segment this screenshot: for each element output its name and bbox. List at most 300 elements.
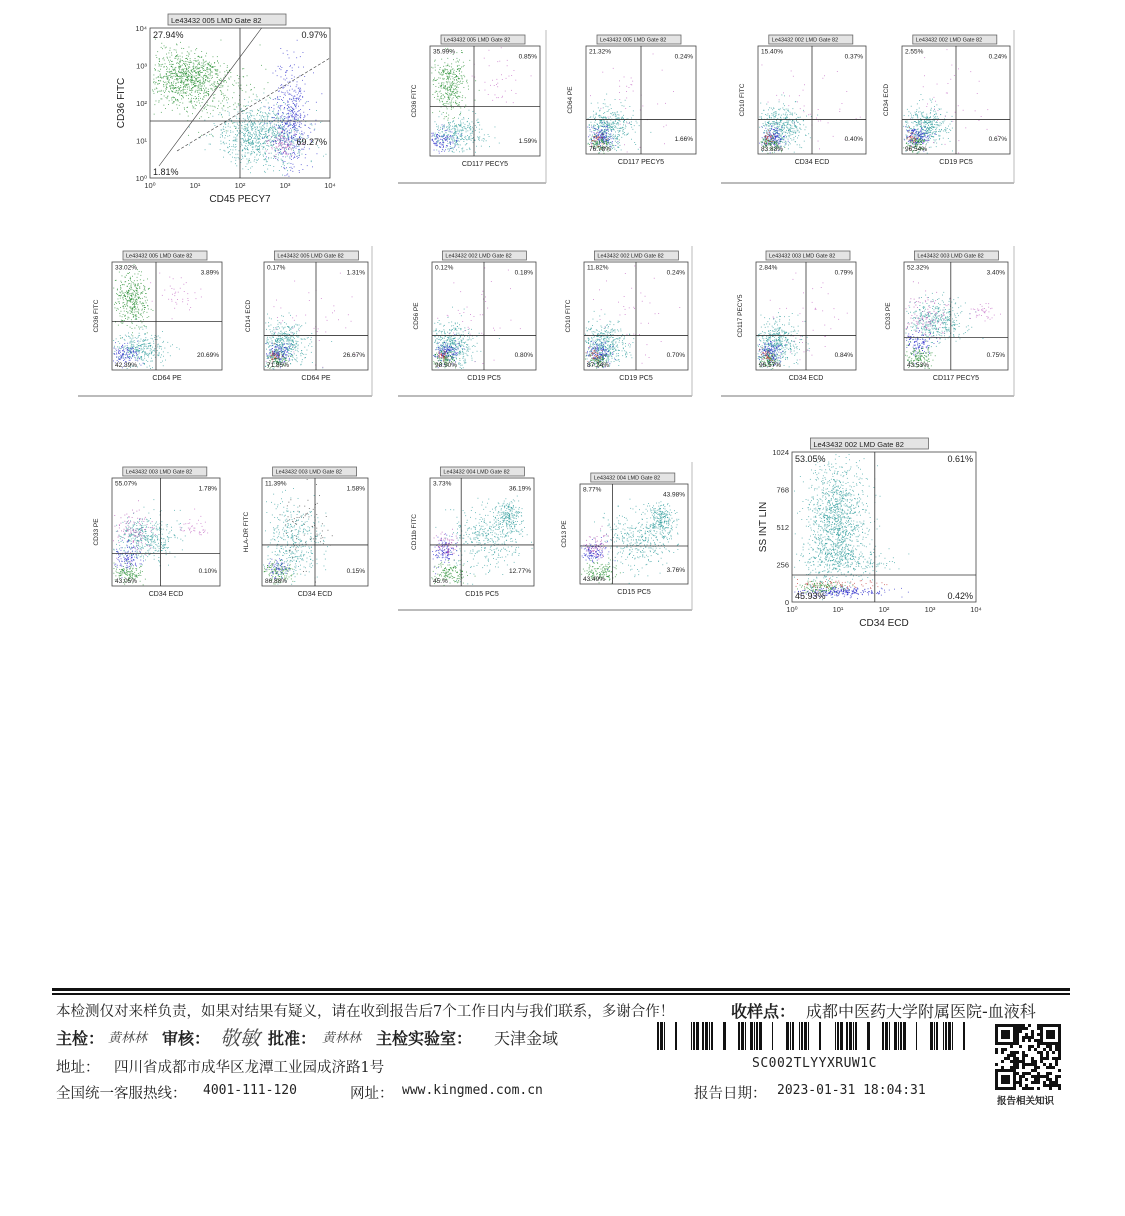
event-dot xyxy=(282,118,283,119)
event-dot xyxy=(278,128,279,129)
event-dot xyxy=(198,94,199,95)
event-dot xyxy=(287,136,288,137)
event-dot xyxy=(205,149,206,150)
event-dot xyxy=(176,76,177,77)
event-dot xyxy=(285,154,286,155)
event-dot xyxy=(816,118,817,119)
event-dot xyxy=(227,65,228,66)
event-dot xyxy=(478,119,479,120)
event-dot xyxy=(201,51,202,52)
event-dot xyxy=(781,120,782,121)
event-dot xyxy=(441,151,442,152)
event-dot xyxy=(782,130,783,131)
event-dot xyxy=(170,57,171,58)
event-dot xyxy=(199,80,200,81)
event-dot xyxy=(463,126,464,127)
event-dot xyxy=(231,161,232,162)
event-dot xyxy=(771,113,772,114)
event-dot xyxy=(299,170,300,171)
event-dot xyxy=(154,89,155,90)
event-dot xyxy=(254,138,255,139)
event-dot xyxy=(788,121,789,122)
event-dot xyxy=(768,138,769,139)
event-dot xyxy=(222,110,223,111)
event-dot xyxy=(212,67,213,68)
event-dot xyxy=(443,138,444,139)
event-dot xyxy=(610,137,611,138)
event-dot xyxy=(475,100,476,101)
event-dot xyxy=(461,130,462,131)
event-dot xyxy=(182,103,183,104)
event-dot xyxy=(284,107,285,108)
event-dot xyxy=(177,80,178,81)
event-dot xyxy=(263,93,264,94)
event-dot xyxy=(760,103,761,104)
event-dot xyxy=(597,139,598,140)
event-dot xyxy=(607,128,608,129)
event-dot xyxy=(767,138,768,139)
event-dot xyxy=(634,142,635,143)
event-dot xyxy=(277,116,278,117)
event-dot xyxy=(599,110,600,111)
event-dot xyxy=(606,126,607,127)
event-dot xyxy=(434,78,435,79)
event-dot xyxy=(451,92,452,93)
event-dot xyxy=(293,108,294,109)
event-dot xyxy=(254,122,255,123)
event-dot xyxy=(290,94,291,95)
event-dot xyxy=(168,104,169,105)
event-dot xyxy=(456,62,457,63)
event-dot xyxy=(273,113,274,114)
event-dot xyxy=(450,125,451,126)
event-dot xyxy=(221,87,222,88)
event-dot xyxy=(439,69,440,70)
event-dot xyxy=(242,158,243,159)
event-dot xyxy=(434,97,435,98)
event-dot xyxy=(291,130,292,131)
event-dot xyxy=(281,140,282,141)
event-dot xyxy=(432,136,433,137)
event-dot xyxy=(447,101,448,102)
event-dot xyxy=(279,170,280,171)
event-dot xyxy=(625,100,626,101)
event-dot xyxy=(191,98,192,99)
event-dot xyxy=(449,73,450,74)
event-dot xyxy=(186,68,187,69)
event-dot xyxy=(187,58,188,59)
event-dot xyxy=(284,109,285,110)
event-dot xyxy=(203,78,204,79)
event-dot xyxy=(452,148,453,149)
event-dot xyxy=(180,72,181,73)
event-dot xyxy=(180,56,181,57)
event-dot xyxy=(278,133,279,134)
event-dot xyxy=(441,72,442,73)
event-dot xyxy=(263,156,264,157)
event-dot xyxy=(218,114,219,115)
event-dot xyxy=(598,127,599,128)
event-dot xyxy=(288,117,289,118)
event-dot xyxy=(472,131,473,132)
event-dot xyxy=(800,124,801,125)
event-dot xyxy=(289,147,290,148)
event-dot xyxy=(451,129,452,130)
event-dot xyxy=(249,158,250,159)
event-dot xyxy=(459,96,460,97)
event-dot xyxy=(300,91,301,92)
event-dot xyxy=(766,130,767,131)
event-dot xyxy=(242,155,243,156)
event-dot xyxy=(294,64,295,65)
event-dot xyxy=(453,59,454,60)
event-dot xyxy=(598,107,599,108)
event-dot xyxy=(276,147,277,148)
event-dot xyxy=(268,140,269,141)
event-dot xyxy=(763,110,764,111)
event-dot xyxy=(441,98,442,99)
event-dot xyxy=(598,139,599,140)
event-dot xyxy=(186,73,187,74)
event-dot xyxy=(274,156,275,157)
event-dot xyxy=(452,128,453,129)
event-dot xyxy=(293,148,294,149)
event-dot xyxy=(276,124,277,125)
event-dot xyxy=(268,157,269,158)
event-dot xyxy=(250,132,251,133)
event-dot xyxy=(281,69,282,70)
event-dot xyxy=(287,146,288,147)
event-dot xyxy=(222,117,223,118)
event-dot xyxy=(288,101,289,102)
event-dot xyxy=(275,140,276,141)
event-dot xyxy=(792,128,793,129)
event-dot xyxy=(250,125,251,126)
event-dot xyxy=(763,139,764,140)
event-dot xyxy=(242,128,243,129)
event-dot xyxy=(612,126,613,127)
event-dot xyxy=(456,79,457,80)
event-dot xyxy=(293,137,294,138)
event-dot xyxy=(473,142,474,143)
event-dot xyxy=(293,119,294,120)
event-dot xyxy=(271,141,272,142)
event-dot xyxy=(224,97,225,98)
event-dot xyxy=(210,80,211,81)
event-dot xyxy=(198,98,199,99)
event-dot xyxy=(198,81,199,82)
event-dot xyxy=(784,136,785,137)
event-dot xyxy=(590,142,591,143)
event-dot xyxy=(207,67,208,68)
event-dot xyxy=(610,129,611,130)
event-dot xyxy=(450,122,451,123)
event-dot xyxy=(462,119,463,120)
event-dot xyxy=(285,95,286,96)
event-dot xyxy=(260,154,261,155)
event-dot xyxy=(248,136,249,137)
event-dot xyxy=(247,124,248,125)
event-dot xyxy=(299,121,300,122)
quadrant-percentage: 1.66% xyxy=(674,136,693,144)
event-dot xyxy=(450,144,451,145)
event-dot xyxy=(433,68,434,69)
event-dot xyxy=(457,91,458,92)
event-dot xyxy=(663,126,664,127)
event-dot xyxy=(264,134,265,135)
event-dot xyxy=(210,72,211,73)
event-dot xyxy=(606,94,607,95)
event-dot xyxy=(457,131,458,132)
event-dot xyxy=(191,81,192,82)
event-dot xyxy=(619,115,620,116)
event-dot xyxy=(267,169,268,170)
event-dot xyxy=(456,71,457,72)
event-dot xyxy=(192,90,193,91)
event-dot xyxy=(172,88,173,89)
event-dot xyxy=(182,96,183,97)
event-dot xyxy=(162,64,163,65)
event-dot xyxy=(286,128,287,129)
event-dot xyxy=(803,90,804,91)
event-dot xyxy=(178,58,179,59)
event-dot xyxy=(464,139,465,140)
event-dot xyxy=(818,121,819,122)
event-dot xyxy=(448,143,449,144)
event-dot xyxy=(432,94,433,95)
event-dot xyxy=(457,96,458,97)
event-dot xyxy=(174,88,175,89)
event-dot xyxy=(207,78,208,79)
event-dot xyxy=(810,114,811,115)
event-dot xyxy=(225,151,226,152)
event-dot xyxy=(257,146,258,147)
event-dot xyxy=(791,140,792,141)
event-dot xyxy=(265,149,266,150)
event-dot xyxy=(621,137,622,138)
event-dot xyxy=(764,126,765,127)
event-dot xyxy=(445,116,446,117)
event-dot xyxy=(217,74,218,75)
event-dot xyxy=(444,126,445,127)
event-dot xyxy=(447,88,448,89)
event-dot xyxy=(210,70,211,71)
event-dot xyxy=(766,125,767,126)
event-dot xyxy=(267,136,268,137)
event-dot xyxy=(444,97,445,98)
event-dot xyxy=(271,137,272,138)
event-dot xyxy=(454,95,455,96)
event-dot xyxy=(256,155,257,156)
event-dot xyxy=(438,128,439,129)
event-dot xyxy=(290,122,291,123)
event-dot xyxy=(613,114,614,115)
event-dot xyxy=(264,141,265,142)
event-dot xyxy=(839,111,840,112)
event-dot xyxy=(235,109,236,110)
event-dot xyxy=(159,64,160,65)
event-dot xyxy=(289,107,290,108)
event-dot xyxy=(183,92,184,93)
event-dot xyxy=(798,117,799,118)
event-dot xyxy=(274,117,275,118)
event-dot xyxy=(261,116,262,117)
event-dot xyxy=(201,86,202,87)
event-dot xyxy=(609,139,610,140)
event-dot xyxy=(189,54,190,55)
event-dot xyxy=(280,139,281,140)
event-dot xyxy=(204,92,205,93)
event-dot xyxy=(616,138,617,139)
event-dot xyxy=(184,76,185,77)
event-dot xyxy=(936,128,937,129)
event-dot xyxy=(304,76,305,77)
event-dot xyxy=(762,141,763,142)
event-dot xyxy=(796,114,797,115)
event-dot xyxy=(470,129,471,130)
event-dot xyxy=(187,76,188,77)
event-dot xyxy=(768,143,769,144)
event-dot xyxy=(197,86,198,87)
event-dot xyxy=(272,132,273,133)
event-dot xyxy=(280,106,281,107)
event-dot xyxy=(906,126,907,127)
event-dot xyxy=(293,158,294,159)
event-dot xyxy=(454,133,455,134)
event-dot xyxy=(198,56,199,57)
event-dot xyxy=(288,137,289,138)
event-dot xyxy=(259,132,260,133)
event-dot xyxy=(606,132,607,133)
event-dot xyxy=(192,75,193,76)
event-dot xyxy=(267,143,268,144)
event-dot xyxy=(236,139,237,140)
event-dot xyxy=(241,138,242,139)
event-dot xyxy=(200,72,201,73)
event-dot xyxy=(200,70,201,71)
event-dot xyxy=(227,147,228,148)
event-dot xyxy=(775,111,776,112)
event-dot xyxy=(251,134,252,135)
event-dot xyxy=(233,140,234,141)
event-dot xyxy=(787,120,788,121)
event-dot xyxy=(292,114,293,115)
event-dot xyxy=(608,117,609,118)
event-dot xyxy=(453,136,454,137)
event-dot xyxy=(608,142,609,143)
event-dot xyxy=(199,62,200,63)
event-dot xyxy=(179,77,180,78)
event-dot xyxy=(160,77,161,78)
event-dot xyxy=(296,108,297,109)
event-dot xyxy=(764,130,765,131)
quadrant-percentage: 15.40% xyxy=(761,48,784,56)
event-dot xyxy=(180,67,181,68)
event-dot xyxy=(294,105,295,106)
event-dot xyxy=(589,144,590,145)
event-dot xyxy=(295,154,296,155)
event-dot xyxy=(460,115,461,116)
scatter-plot xyxy=(567,35,696,166)
event-dot xyxy=(612,148,613,149)
event-dot xyxy=(286,154,287,155)
event-dot xyxy=(458,104,459,105)
event-dot xyxy=(191,89,192,90)
event-dot xyxy=(593,115,594,116)
event-dot xyxy=(268,135,269,136)
event-dot xyxy=(434,134,435,135)
event-dot xyxy=(260,45,261,46)
event-dot xyxy=(618,125,619,126)
event-dot xyxy=(291,144,292,145)
event-dot xyxy=(288,154,289,155)
event-dot xyxy=(448,128,449,129)
event-dot xyxy=(282,160,283,161)
event-dot xyxy=(804,84,805,85)
event-dot xyxy=(195,96,196,97)
event-dot xyxy=(204,82,205,83)
event-dot xyxy=(620,121,621,122)
event-dot xyxy=(284,135,285,136)
event-dot xyxy=(178,79,179,80)
event-dot xyxy=(772,109,773,110)
event-dot xyxy=(291,116,292,117)
event-dot xyxy=(195,68,196,69)
event-dot xyxy=(235,144,236,145)
event-dot xyxy=(282,154,283,155)
event-dot xyxy=(172,69,173,70)
event-dot xyxy=(598,128,599,129)
event-dot xyxy=(287,146,288,147)
event-dot xyxy=(461,83,462,84)
event-dot xyxy=(616,142,617,143)
event-dot xyxy=(253,151,254,152)
event-dot xyxy=(287,131,288,132)
event-dot xyxy=(302,149,303,150)
event-dot xyxy=(461,67,462,68)
event-dot xyxy=(155,84,156,85)
event-dot xyxy=(767,134,768,135)
event-dot xyxy=(166,66,167,67)
event-dot xyxy=(187,84,188,85)
event-dot xyxy=(438,83,439,84)
event-dot xyxy=(273,131,274,132)
event-dot xyxy=(170,77,171,78)
event-dot xyxy=(635,132,636,133)
event-dot xyxy=(286,147,287,148)
event-dot xyxy=(293,126,294,127)
event-dot xyxy=(164,45,165,46)
event-dot xyxy=(235,137,236,138)
event-dot xyxy=(608,130,609,131)
event-dot xyxy=(839,109,840,110)
event-dot xyxy=(247,141,248,142)
event-dot xyxy=(448,137,449,138)
event-dot xyxy=(289,145,290,146)
event-dot xyxy=(442,131,443,132)
event-dot xyxy=(443,84,444,85)
event-dot xyxy=(245,136,246,137)
event-dot xyxy=(784,142,785,143)
event-dot xyxy=(313,72,314,73)
event-dot xyxy=(476,146,477,147)
event-dot xyxy=(186,55,187,56)
event-dot xyxy=(212,106,213,107)
event-dot xyxy=(197,71,198,72)
event-dot xyxy=(245,126,246,127)
event-dot xyxy=(179,66,180,67)
event-dot xyxy=(183,87,184,88)
